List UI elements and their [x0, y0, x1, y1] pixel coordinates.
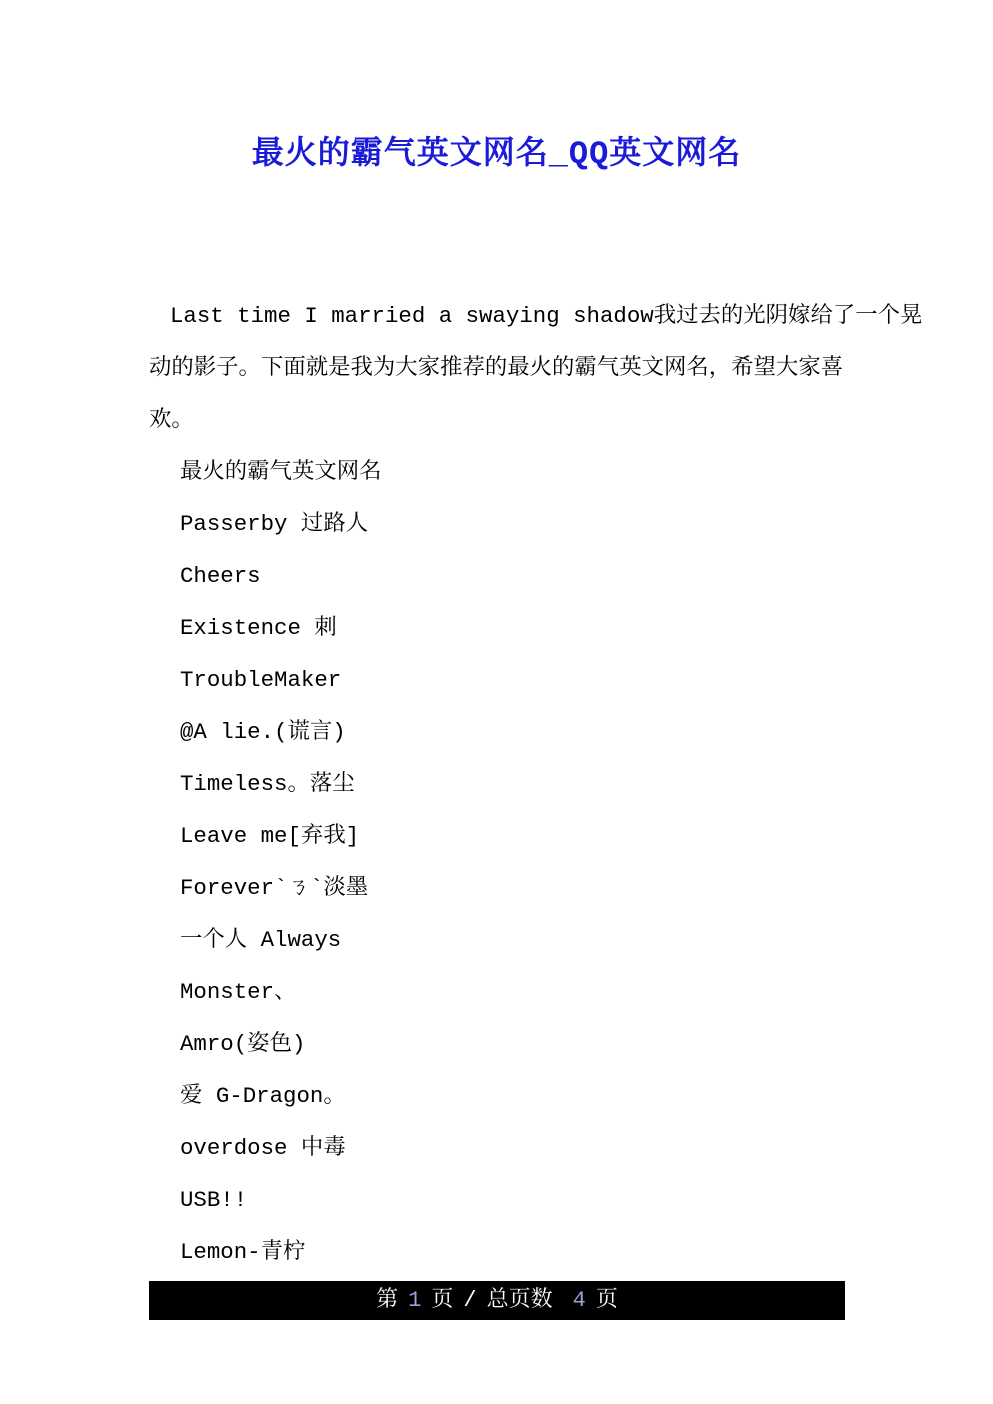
nickname-item: Existence 刺	[180, 615, 337, 641]
nickname-list	[180, 446, 859, 1278]
nickname-item: USB!!	[180, 1187, 248, 1213]
footer-page-unit-label: 页	[431, 1288, 454, 1313]
nickname-item: Cheers	[180, 563, 261, 589]
nickname-item: Timeless。落尘	[180, 771, 355, 797]
list-heading: 最火的霸气英文网名	[180, 459, 382, 485]
footer-total-unit-label: 页	[595, 1288, 618, 1313]
nickname-item: 爱 G-Dragon。	[180, 1083, 346, 1109]
nickname-item: @A lie.(谎言)	[180, 719, 346, 745]
footer-total-pages-number: 4	[572, 1288, 586, 1313]
nickname-item: overdose 中毒	[180, 1135, 346, 1161]
nickname-item: Leave me[弃我]	[180, 823, 360, 849]
intro-paragraph-line: 动的影子。下面就是我为大家推荐的最火的霸气英文网名，希望大家喜	[149, 355, 844, 381]
nickname-item: Lemon-青柠	[180, 1239, 306, 1265]
nickname-item: TroubleMaker	[180, 667, 342, 693]
intro-paragraph-line: 欢。	[149, 407, 194, 433]
nickname-item: 一个人 Always	[180, 927, 342, 953]
nickname-item: Passerby 过路人	[180, 511, 369, 537]
footer-page-bar	[149, 1281, 845, 1320]
document-body	[149, 290, 923, 1278]
document-title: 最火的霸气英文网名_QQ英文网名	[251, 136, 742, 173]
nickname-item: Monster、	[180, 979, 297, 1005]
nickname-item: Forever`ㄋ`淡墨	[180, 875, 369, 901]
footer-total-pages-label: 总页数	[486, 1288, 553, 1313]
footer-current-page-number: 1	[408, 1288, 422, 1313]
intro-paragraph-line: Last time I married a swaying shadow我过去的光阴嫁给了一个晃	[170, 303, 923, 329]
footer-separator: /	[463, 1288, 477, 1313]
footer-page-prefix-label: 第	[376, 1288, 399, 1313]
nickname-item: Amro(姿色)	[180, 1031, 306, 1057]
